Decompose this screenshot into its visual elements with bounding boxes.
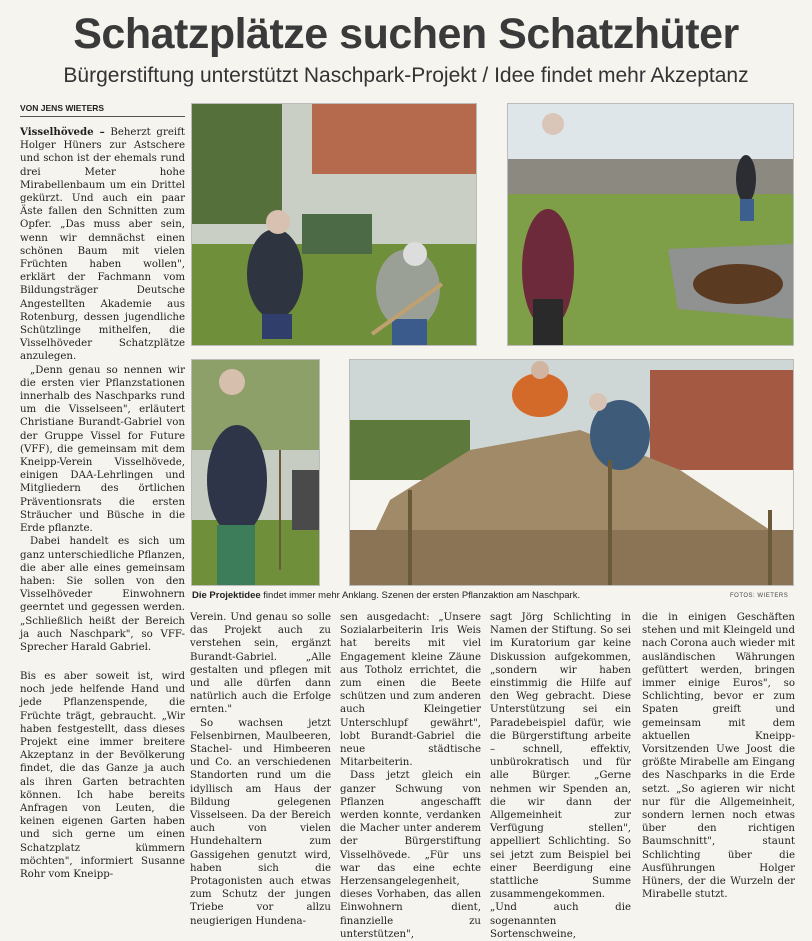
photo-man-with-sapling — [191, 359, 320, 586]
article-column-2 — [190, 611, 331, 928]
lead-paragraph — [20, 126, 185, 364]
col5-paragraph-1: die in einigen Geschäften stehen und mit Kleingeld und nach Corona auch wieder mit ausländischen Währungen gefüttert werden, bringen immer einige Euros", so Schlichting, bevor er zum Spaten greift und gemeinsam mit dem aktuellen Kneipp-Vorsitzenden Uwe Joost die größte Mirabelle am Eingang des Naschparks in die Erde setzt. „So agieren wir nicht nur für die Allgemeinheit, sondern lernen noch etwas über den richtigen Baumschnitt", staunt Schlichting über die Ausführungen Holger Hüners, der die Wurzeln der Mirabelle stutzt. — [642, 612, 795, 901]
paragraph-2: „Denn genau so nennen wir die ersten vier Pflanzstationen innerhalb des Naschparks rund um die Visselseen", erläutert Christiane Burandt-Gabriel von der Gruppe Vissel for Future (VFF), die gemeinsam mit dem Kneipp-Verein Visselhövede, einigen DAA-Lehrlingen und Mitgliedern des örtlichen Präventionsrats die ersten Sträucher und Büsche in die Erde pflanzte. — [20, 364, 185, 535]
article-column-3 — [340, 611, 481, 941]
article-columns-bottom — [190, 611, 795, 940]
col2-paragraph-2: So wachsen jetzt Felsenbirnen, Maulbeeren, Stachel- und Himbeeren und Co. an verschiedenen Standorten rund um die idyllisch am Haus der Bildung gelegenen Visselseen. Da der Bereich auch von vielen Hundehaltern zum Gassigehen genutzt wird, haben sich die Protagonisten auch etwas zum Schutz der jungen Triebe vor allzu neugierigen Hundena- — [190, 717, 331, 927]
photo-tree-pruning — [191, 103, 477, 346]
subheadline: Bürgerstiftung unterstützt Naschpark-Projekt / Idee findet mehr Akzeptanz — [63, 64, 749, 87]
paragraph-3: Dabei handelt es sich um ganz unterschiedliche Pflanzen, die aber alle eines gemeinsam haben: Sie sollen von den Visselhöveder Einwohnern geerntet und gegessen werden. „Schließlich heißt der Bereich ja auch Naschpark", so VFF-Sprecher Harald Gabriel. — [20, 536, 185, 653]
col4-paragraph-1: sagt Jörg Schlichting in Namen der Stiftung. So sei im Kuratorium gar keine Diskussion aufgekommen, „sondern wir haben einstimmig die Hilfe auf den Weg gebracht. Diese Unterstützung sei ein Paradebeispiel dafür, wie die Bürgerstiftung arbeite – schnell, effektiv, unbürokratisch und für alle Bürger. „Gerne nehmen wir Spenden an, die wir dann der Allgemeinheit zur Verfügung stellen", appelliert Schlichting. So sei jetzt zum Beispiel bei einer Beerdigung eine stattliche Summe zusammengekommen. „Und auch die sogenannten Sortenschweine, — [490, 612, 631, 940]
article-column-left — [20, 126, 185, 654]
dateline: Visselhövede – — [20, 126, 105, 138]
article-column-5 — [642, 611, 795, 901]
byline: VON JENS WIETERS — [20, 103, 185, 117]
article-column-left-bottom — [20, 670, 185, 881]
lead-text: Beherzt greift Holger Hüners zur Astschere und schon ist der ehemals rund drei Meter hohe Mirabellenbaum um ein Drittel gekürzt. Und auch ein paar Äste fallen den Schnitten zum Opfer. „Das muss aber sein, wenn wir demnächst einen schönen Baum mit vielen Früchten haben wollen", erklärt der Fachmann vom Bildungsträger Deutsche Angestellten Akademie aus Rotenburg, dessen jugendliche Schützlinge mithelfen, die Visselhöveder Schatzplätze anzulegen. — [20, 127, 185, 363]
col3-paragraph-2: Dass jetzt gleich ein ganzer Schwung von Pflanzen angeschafft werden konnte, verdanken die Macher unter anderem der Bürgerstiftung Visselhövede. „Für uns war das eine echte Herzensangelegenheit, dieses Vorhaben, das allen Einwohnern dient, finanzielle zu unterstützen", — [340, 770, 481, 940]
photo-credit: FOTOS: WIETERS — [730, 593, 789, 599]
caption-text: findet immer mehr Anklang. Szenen der ersten Pflanzaktion am Naschpark. — [260, 590, 581, 601]
headline: Schatzplätze suchen Schatzhüter — [73, 10, 739, 58]
photo-deadwood-fence — [349, 359, 794, 586]
caption-bold: Die Projektidee — [192, 590, 261, 601]
paragraph-4: Bis es aber soweit ist, wird noch jede helfende Hand und jede Pflanzenspende, die Früchte trägt, gebraucht. „Wir haben festgestellt, dass dieses Projekt eine immer breitere Akzeptanz in der Bevölkerung findet, die das Ganze ja auch als ihren Garten betrachten können. Ich habe bereits Anfragen von Leuten, die keinen eigenen Garten haben und sich gerne um einen Schatzplatz kümmern möchten", informiert Susanne Rohr vom Kneipp- — [20, 671, 185, 881]
article-column-4 — [490, 611, 631, 941]
photo-digging — [507, 103, 794, 346]
col3-paragraph-1: sen ausgedacht: „Unsere Sozialarbeiterin Iris Weis hat bereits mit viel Engagement kleine Zäune aus Totholz errichtet, die zum einen die Beete schützen und zum anderen auch Kleingetier Unterschlupf gewährt", lobt Burandt-Gabriel die neue städtische Mitarbeiterin. — [340, 612, 481, 769]
col2-paragraph-1: Verein. Und genau so solle das Projekt auch zu verstehen sein, ergänzt Burandt-Gabriel. „Alle gestalten und pflegen mit und alle dürfen dann natürlich auch die Erfolge ernten." — [190, 612, 331, 716]
photo-caption — [192, 590, 642, 601]
